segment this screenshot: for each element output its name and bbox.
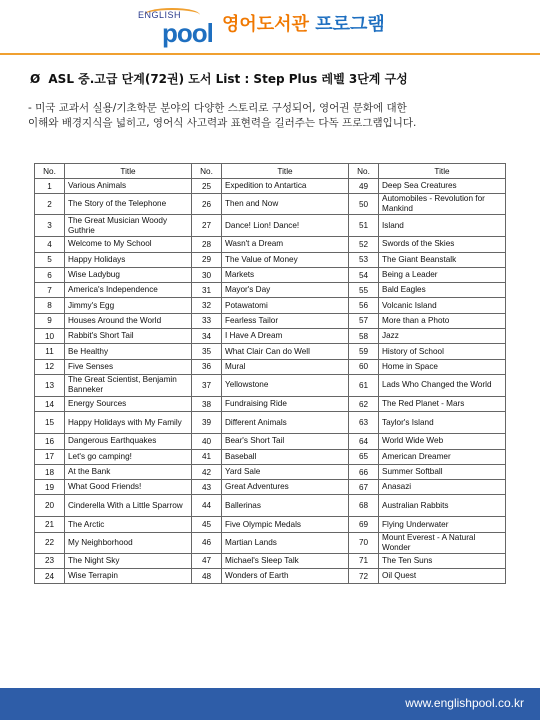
englishpool-logo[interactable] (138, 8, 218, 50)
book-number: 42 (192, 464, 222, 479)
book-number: 6 (35, 267, 65, 282)
book-number: 8 (35, 298, 65, 313)
book-title: Wasn't a Dream (222, 237, 349, 252)
book-number: 57 (349, 313, 379, 328)
book-title: The Arctic (65, 517, 192, 532)
book-title: Dangerous Earthquakes (65, 434, 192, 449)
book-number: 23 (35, 553, 65, 568)
book-list-table (34, 163, 506, 584)
table-row (35, 313, 506, 328)
book-title: Taylor's Island (379, 412, 506, 434)
book-title: What Good Friends! (65, 480, 192, 495)
book-number: 35 (192, 344, 222, 359)
table-row (35, 553, 506, 568)
book-number: 12 (35, 359, 65, 374)
book-number: 61 (349, 374, 379, 396)
book-title: Yard Sale (222, 464, 349, 479)
book-number: 28 (192, 237, 222, 252)
table-row (35, 449, 506, 464)
book-title: Then and Now (222, 194, 349, 215)
book-number: 67 (349, 480, 379, 495)
book-number: 38 (192, 396, 222, 411)
book-title: Mount Everest - A Natural Wonder (379, 532, 506, 553)
book-title: Home in Space (379, 359, 506, 374)
book-number: 40 (192, 434, 222, 449)
book-number: 24 (35, 569, 65, 584)
book-title: Jimmy's Egg (65, 298, 192, 313)
book-title: The Red Planet - Mars (379, 396, 506, 411)
book-title: Be Healthy (65, 344, 192, 359)
book-number: 41 (192, 449, 222, 464)
page-title-part2: 프로그램 (315, 14, 385, 35)
book-number: 29 (192, 252, 222, 267)
book-number: 44 (192, 495, 222, 517)
table-row (35, 344, 506, 359)
description-line-1: - 미국 교과서 실용/기초학문 분야의 다양한 스토리로 구성되어, 영어권 문화에 대한 (28, 102, 407, 114)
book-title: Markets (222, 267, 349, 282)
book-number: 37 (192, 374, 222, 396)
book-number: 17 (35, 449, 65, 464)
book-number: 50 (349, 194, 379, 215)
book-number: 33 (192, 313, 222, 328)
book-title: Cinderella With a Little Sparrow (65, 495, 192, 517)
table-row (35, 359, 506, 374)
book-title: The Story of the Telephone (65, 194, 192, 215)
book-number: 54 (349, 267, 379, 282)
book-title: I Have A Dream (222, 329, 349, 344)
logo-english-text: ENGLISH (138, 10, 182, 20)
book-number: 19 (35, 480, 65, 495)
table-header-row (35, 164, 506, 179)
table-row (35, 374, 506, 396)
table-row (35, 283, 506, 298)
book-title: Let's go camping! (65, 449, 192, 464)
book-number: 63 (349, 412, 379, 434)
book-number: 55 (349, 283, 379, 298)
book-title: Flying Underwater (379, 517, 506, 532)
book-number: 36 (192, 359, 222, 374)
book-number: 62 (349, 396, 379, 411)
book-title: Fundraising Ride (222, 396, 349, 411)
book-title: Expedition to Antartica (222, 179, 349, 194)
book-number: 65 (349, 449, 379, 464)
book-title: Yellowstone (222, 374, 349, 396)
table-row (35, 252, 506, 267)
page-title-part1: 영어도서관 (222, 14, 309, 35)
book-title: Welcome to My School (65, 237, 192, 252)
section-heading-text: ASL 중.고급 단계(72권) 도서 List : Step Plus 레벨 3단계 구성 (48, 72, 408, 86)
book-title: Volcanic Island (379, 298, 506, 313)
book-number: 69 (349, 517, 379, 532)
header-title: Title (222, 164, 349, 179)
book-number: 15 (35, 412, 65, 434)
book-title: Fearless Tailor (222, 313, 349, 328)
book-number: 10 (35, 329, 65, 344)
book-number: 30 (192, 267, 222, 282)
page-title (222, 10, 385, 36)
book-number: 5 (35, 252, 65, 267)
book-number: 27 (192, 215, 222, 237)
book-title: History of School (379, 344, 506, 359)
book-title: The Value of Money (222, 252, 349, 267)
description-line-2: 이해와 배경지식을 넓히고, 영어식 사고력과 표현력을 길러주는 다독 프로그램입니다. (28, 117, 417, 129)
book-title: Michael's Sleep Talk (222, 553, 349, 568)
book-number: 13 (35, 374, 65, 396)
logo-pool-text: pool (162, 18, 213, 48)
book-title: Various Animals (65, 179, 192, 194)
book-number: 20 (35, 495, 65, 517)
table-row (35, 329, 506, 344)
book-title: Wise Ladybug (65, 267, 192, 282)
book-title: My Neighborhood (65, 532, 192, 553)
book-title: American Dreamer (379, 449, 506, 464)
table-row (35, 267, 506, 282)
book-title: Potawatomi (222, 298, 349, 313)
book-title: More than a Photo (379, 313, 506, 328)
book-number: 3 (35, 215, 65, 237)
book-list-body (35, 179, 506, 584)
website-link[interactable]: www.englishpool.co.kr (405, 696, 524, 710)
header-title: Title (379, 164, 506, 179)
book-title: Houses Around the World (65, 313, 192, 328)
program-description (28, 101, 518, 131)
book-title: Baseball (222, 449, 349, 464)
book-number: 43 (192, 480, 222, 495)
book-title: Happy Holidays (65, 252, 192, 267)
book-number: 59 (349, 344, 379, 359)
book-number: 14 (35, 396, 65, 411)
book-number: 68 (349, 495, 379, 517)
book-title: The Giant Beanstalk (379, 252, 506, 267)
book-title: America's Independence (65, 283, 192, 298)
book-number: 34 (192, 329, 222, 344)
book-title: World Wide Web (379, 434, 506, 449)
book-title: Swords of the Skies (379, 237, 506, 252)
book-number: 45 (192, 517, 222, 532)
table-row (35, 412, 506, 434)
book-title: Martian Lands (222, 532, 349, 553)
book-number: 4 (35, 237, 65, 252)
footer-bar (0, 688, 540, 720)
book-title: Great Adventures (222, 480, 349, 495)
book-number: 66 (349, 464, 379, 479)
table-row (35, 194, 506, 215)
header-divider (0, 53, 540, 55)
book-title: Ballerinas (222, 495, 349, 517)
header-no: No. (349, 164, 379, 179)
header-no: No. (35, 164, 65, 179)
book-title: Mural (222, 359, 349, 374)
book-title: Australian Rabbits (379, 495, 506, 517)
book-title: Five Olympic Medals (222, 517, 349, 532)
book-title: Bald Eagles (379, 283, 506, 298)
book-number: 47 (192, 553, 222, 568)
book-number: 46 (192, 532, 222, 553)
book-title: The Ten Suns (379, 553, 506, 568)
book-title: Five Senses (65, 359, 192, 374)
book-number: 16 (35, 434, 65, 449)
book-title: Different Animals (222, 412, 349, 434)
book-number: 31 (192, 283, 222, 298)
table-row (35, 237, 506, 252)
book-number: 7 (35, 283, 65, 298)
section-heading (30, 70, 408, 87)
book-number: 26 (192, 194, 222, 215)
book-number: 64 (349, 434, 379, 449)
book-title: Oil Quest (379, 569, 506, 584)
book-title: Island (379, 215, 506, 237)
header-title: Title (65, 164, 192, 179)
book-number: 25 (192, 179, 222, 194)
table-row (35, 179, 506, 194)
book-title: Energy Sources (65, 396, 192, 411)
book-number: 52 (349, 237, 379, 252)
table-row (35, 480, 506, 495)
table-row (35, 532, 506, 553)
book-number: 21 (35, 517, 65, 532)
book-number: 60 (349, 359, 379, 374)
book-number: 1 (35, 179, 65, 194)
book-title: Jazz (379, 329, 506, 344)
book-title: Mayor's Day (222, 283, 349, 298)
book-number: 72 (349, 569, 379, 584)
book-number: 53 (349, 252, 379, 267)
table-row (35, 298, 506, 313)
bullet-arrow-icon: Ø (30, 72, 41, 86)
book-title: Being a Leader (379, 267, 506, 282)
book-title: Dance! Lion! Dance! (222, 215, 349, 237)
book-number: 22 (35, 532, 65, 553)
book-title: Automobiles - Revolution for Mankind (379, 194, 506, 215)
header-no: No. (192, 164, 222, 179)
book-title: Summer Softball (379, 464, 506, 479)
book-title: The Great Scientist, Benjamin Banneker (65, 374, 192, 396)
book-title: The Night Sky (65, 553, 192, 568)
book-title: Deep Sea Creatures (379, 179, 506, 194)
book-number: 11 (35, 344, 65, 359)
table-row (35, 396, 506, 411)
book-title: Rabbit's Short Tail (65, 329, 192, 344)
book-number: 2 (35, 194, 65, 215)
book-title: Wonders of Earth (222, 569, 349, 584)
table-row (35, 215, 506, 237)
book-number: 70 (349, 532, 379, 553)
book-number: 51 (349, 215, 379, 237)
book-number: 48 (192, 569, 222, 584)
book-number: 49 (349, 179, 379, 194)
table-row (35, 464, 506, 479)
table-row (35, 569, 506, 584)
book-title: The Great Musician Woody Guthrie (65, 215, 192, 237)
book-number: 39 (192, 412, 222, 434)
header (0, 0, 540, 52)
book-number: 58 (349, 329, 379, 344)
table-row (35, 434, 506, 449)
book-title: At the Bank (65, 464, 192, 479)
table-row (35, 517, 506, 532)
book-number: 9 (35, 313, 65, 328)
book-number: 56 (349, 298, 379, 313)
book-number: 71 (349, 553, 379, 568)
book-title: Lads Who Changed the World (379, 374, 506, 396)
book-title: Wise Terrapin (65, 569, 192, 584)
book-number: 18 (35, 464, 65, 479)
book-title: Happy Holidays with My Family (65, 412, 192, 434)
book-number: 32 (192, 298, 222, 313)
book-title: Anasazi (379, 480, 506, 495)
table-row (35, 495, 506, 517)
book-title: Bear's Short Tail (222, 434, 349, 449)
book-title: What Clair Can do Well (222, 344, 349, 359)
